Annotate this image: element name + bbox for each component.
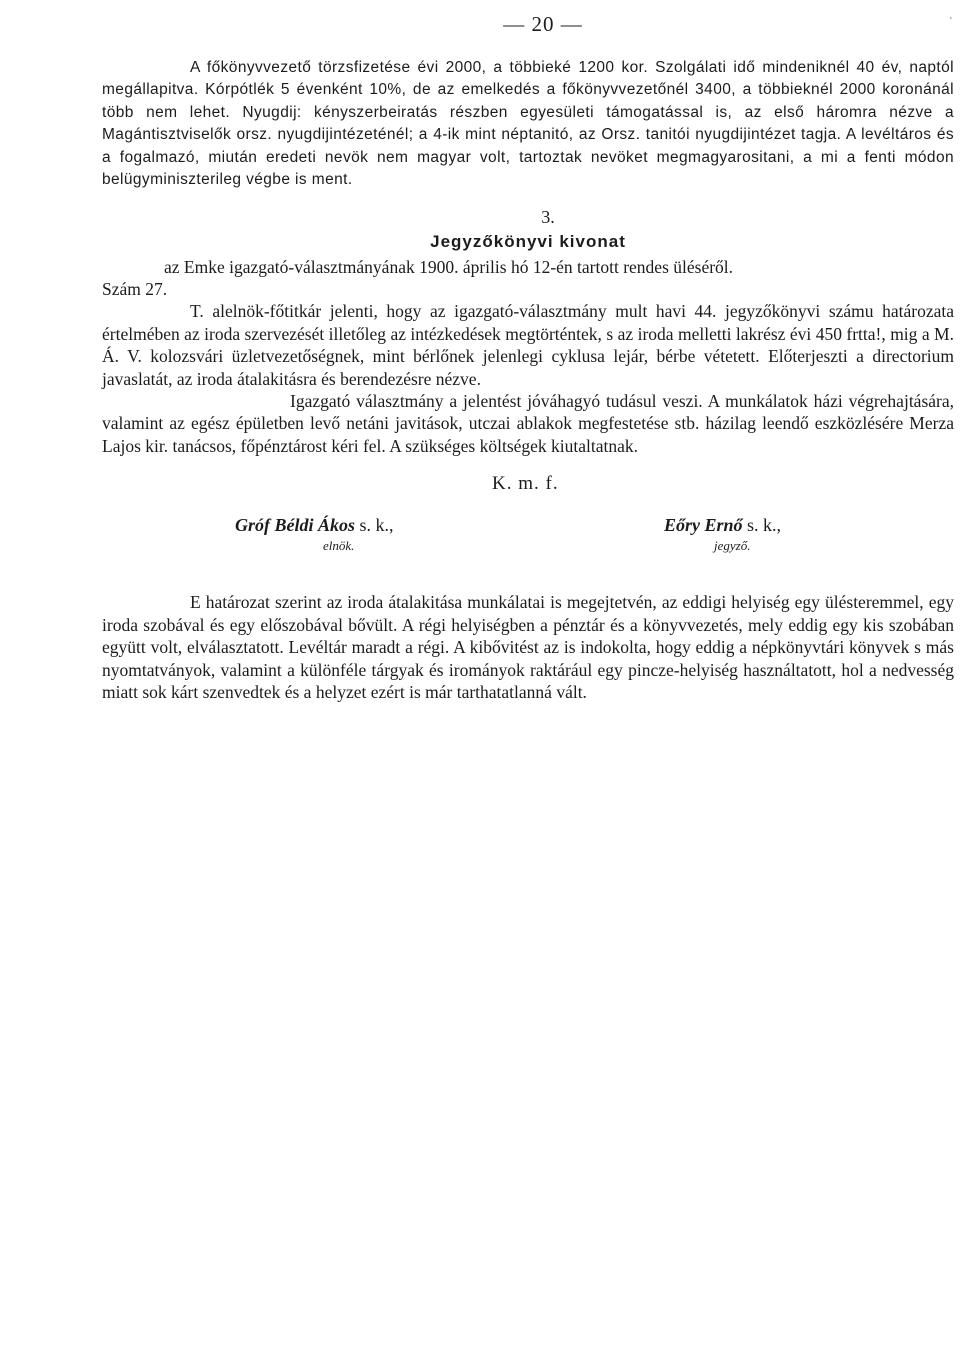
president-role: elnök. — [323, 538, 355, 554]
secretary-name: Eőry Ernő — [664, 515, 743, 536]
minutes-paragraph-1: T. alelnök-főtitkár jelenti, hogy az igazgató-választmány mult havi 44. jegyzőkönyvi számu határozata értelmében az iroda szervezését illetőleg az intézkedések megtörténtek, s az iroda melletti lakrész évi 450 frtta!, mig a M. Á. V. kolozsvári üzletvezetőségnek, mint bérlőnek jelenlegi cyklusa lejár, bérbe vétetett. Előterjeszti a directorium javaslatát, az iroda átalakitásra és berendezésre nézve. — [102, 301, 954, 389]
section-subtitle: az Emke igazgató-választmányának 1900. április hó 12-én tartott rendes üléséről. — [164, 257, 734, 278]
minutes-paragraph-2: Igazgató választmány a jelentést jóváhagyó tudásul veszi. A munkálatok házi végrehajtására, valamint az egész épületben levő netáni javitások, utczai ablakok megfestetése stb. házilag leendő eszközlésére Merza Lajos kir. tanácsos, főpénztárost kéri fel. A szükséges költségek kiutaltatnak. — [102, 391, 954, 456]
secretary-role: jegyző. — [714, 538, 751, 554]
closing-formula: K. m. f. — [492, 473, 559, 495]
document-page — [102, 12, 954, 703]
section-title: Jegyzőkönyvi kivonat — [430, 232, 626, 252]
signature-president — [235, 515, 394, 554]
intro-paragraph: A főkönyvvezető törzsfizetése évi 2000, a többieké 1200 kor. Szolgálati idő mindeniknél 40 év, naptól megállapitva. Kórpótlék 5 évenként 10%, de az emelkedés a főkönyvvezetőnél 3400, a többieknél 2000 koronánál több nem lehet. Nyugdij: kényszerbeiratás részben egyesületi támogatással is, az első háromra nézve a Magántisztviselők orsz. nyugdijintézeténél; a 4-ik mint néptanitó, az Orsz. tanitói nyugdijintézet tagja. A levéltáros és a fogalmazó, miután eredeti nevök nem magyar volt, tartoztak nevöket megmagyarositani, a mi a fenti módon belügyminiszterileg végbe is ment. — [102, 59, 954, 189]
signature-block — [102, 515, 954, 567]
page-number: — 20 — — [503, 12, 583, 36]
signature-secretary — [664, 515, 781, 554]
outro-paragraph: E határozat szerint az iroda átalakitása munkálatai is megejtetvén, az eddigi helyiség egy ülésteremmel, egy iroda szobával és egy előszobával bővült. A régi helyiségben a pénztár és a könyvvezetés, mely eddig egy kis szobában együtt volt, elválasztatott. Levéltár maradt a régi. A kibővitést az is indokolta, hogy eddig a népkönyvtári könyvek s más nyomtatványok, valamint a különféle tárgyak és irományok raktárául egy pincze-helyiség használtatott, hol a nedvesség miatt sok kárt szenvedtek és a helyzet ezért is már tarthatatlanná vált. — [102, 592, 954, 702]
president-name: Gróf Béldi Ákos — [235, 515, 356, 536]
secretary-suffix: s. k., — [742, 515, 782, 536]
corner-mark: ' — [950, 16, 952, 27]
president-suffix: s. k., — [355, 515, 394, 536]
reference-number: Szám 27. — [102, 279, 168, 300]
section-number: 3. — [541, 207, 555, 228]
